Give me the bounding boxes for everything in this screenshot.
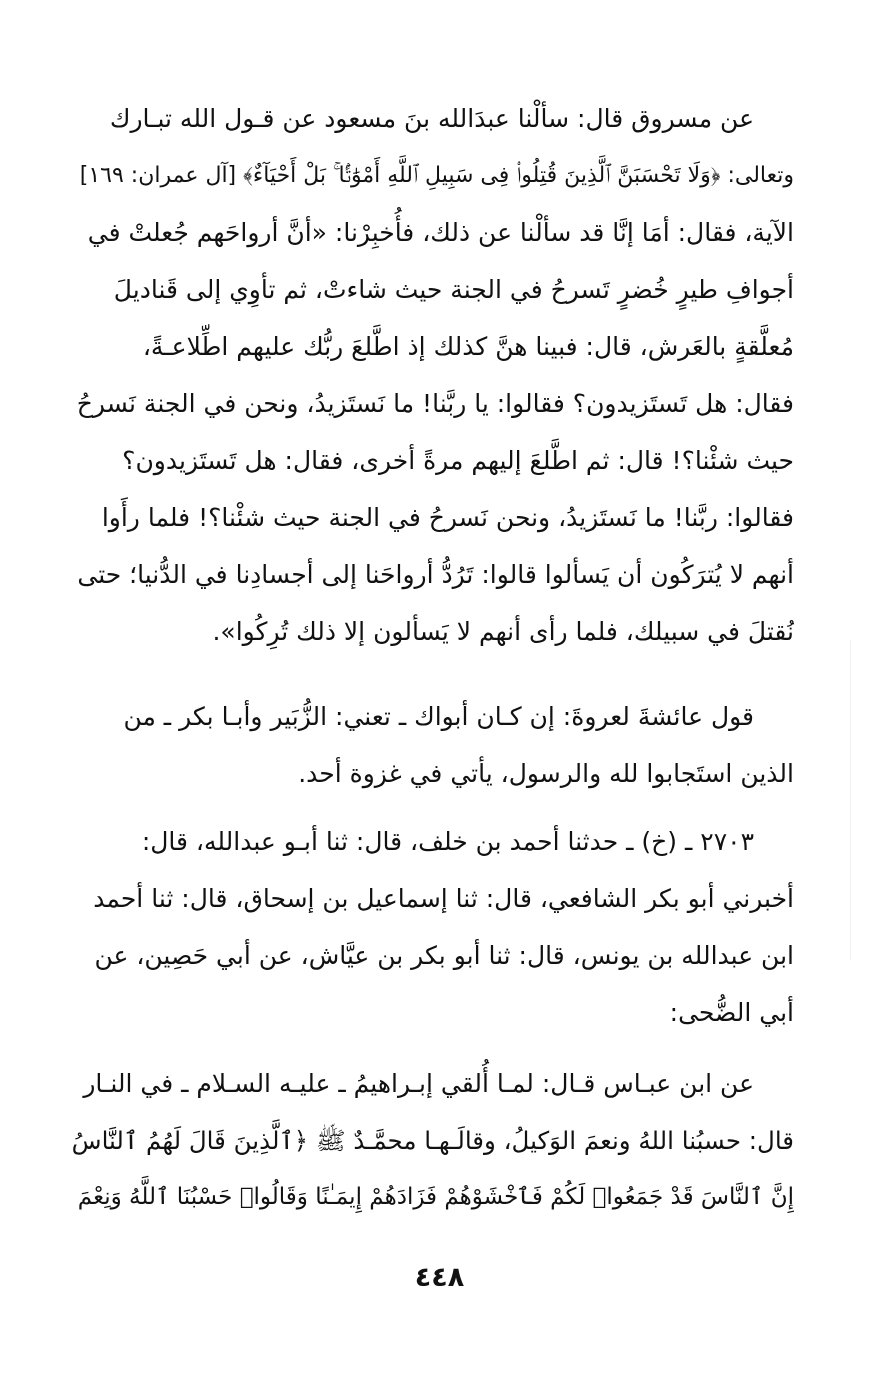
- text-line: إِنَّ ٱلنَّاسَ قَدْ جَمَعُوا۟ لَكُمْ فَٱخْشَوْهُمْ فَزَادَهُمْ إِيمَـٰنًا وَقَالُوا۟ حَسْبُنَا ٱللَّهُ وَنِعْمَ: [77, 1184, 794, 1210]
- paragraph-hadith-2703-chain: [72, 813, 794, 1041]
- text-line: حيث شئْنا؟! قال: ثم اطَّلعَ إليهم مرةً أخرى، فقال: هل تَستَزيدون؟: [122, 446, 794, 475]
- paragraph-aisha-note: [72, 688, 794, 802]
- margin-shadow: [850, 640, 851, 960]
- text-line: أخبرني أبو بكر الشافعي، قال: ثنا إسماعيل بن إسحاق، قال: ثنا أحمد: [93, 884, 794, 913]
- text-line: نُقتلَ في سبيلك، فلما رأى أنهم لا يَسألون إلا ذلك تُرِكُوا».: [212, 617, 794, 646]
- paragraph-ibn-abbas: [72, 1055, 794, 1226]
- text-line: عن مسروق قال: سألْنا عبدَالله بنَ مسعود عن قـول الله تبـارك: [109, 104, 754, 133]
- paragraph-masruq-hadith: [72, 90, 794, 660]
- text-line: ٢٧٠٣ ـ (خ) ـ حدثنا أحمد بن خلف، قال: ثنا أبـو عبدالله، قال:: [141, 827, 754, 856]
- text-line: وتعالى: ﴿وَلَا تَحْسَبَنَّ ٱلَّذِينَ قُتِلُوا۟ فِى سَبِيلِ ٱللَّهِ أَمْوَٰتًۢا ۚ بَلْ أَحْيَآءٌ﴾ [آل عمران: ١٦٩]: [79, 163, 794, 188]
- text-line: قال: حسبُنا اللهُ ونعمَ الوَكيلُ، وقالَـهـا محمَّـدٌ ﷺ ﴿ٱلَّذِينَ قَالَ لَهُمُ ٱلنَّاسُ: [72, 1126, 794, 1155]
- text-line: فقالوا: ربَّنا! ما نَستَزيدُ، ونحن نَسرحُ في الجنة حيث شئْنا؟! فلما رأَوا: [101, 503, 794, 532]
- text-line: عن ابن عبـاس قـال: لمـا أُلقي إبـراهيمُ ـ عليـه السـلام ـ في النـار: [83, 1069, 754, 1098]
- text-line: مُعلَّقةٍ بالعَرش، قال: فبينا هنَّ كذلك إذ اطَّلعَ ربُّك عليهم اطِّلاعـةً،: [142, 332, 794, 361]
- page-number: ٤٤٨: [414, 1262, 465, 1293]
- text-line: قول عائشةَ لعروةَ: إن كـان أبواك ـ تعني: الزُّبَير وأبـا بكر ـ من: [123, 702, 754, 731]
- text-line: ابن عبدالله بن يونس، قال: ثنا أبو بكر بن عيَّاش، عن أبي حَصِين، عن: [94, 941, 794, 970]
- text-line: أجوافِ طيرٍ خُضرٍ تَسرحُ في الجنة حيث شاءتْ، ثم تأوِي إلى قَناديلَ: [113, 275, 794, 304]
- text-line: الآية، فقال: أمَا إنَّا قد سألْنا عن ذلك، فأُخبِرْنا: «أنَّ أرواحَهم جُعلتْ في: [87, 218, 794, 247]
- text-line: أنهم لا يُترَكُون أن يَسألوا قالوا: تَرُدُّ أرواحَنا إلى أجسادِنا في الدُّنيا؛ حتى: [77, 560, 794, 589]
- text-line: فقال: هل تَستَزيدون؟ فقالوا: يا ربَّنا! ما نَستَزيدُ، ونحن في الجنة نَسرحُ: [76, 389, 794, 418]
- text-line: الذين استَجابوا لله والرسول، يأتي في غزوة أحد.: [298, 759, 794, 788]
- text-line: أبي الضُّحى:: [669, 998, 794, 1027]
